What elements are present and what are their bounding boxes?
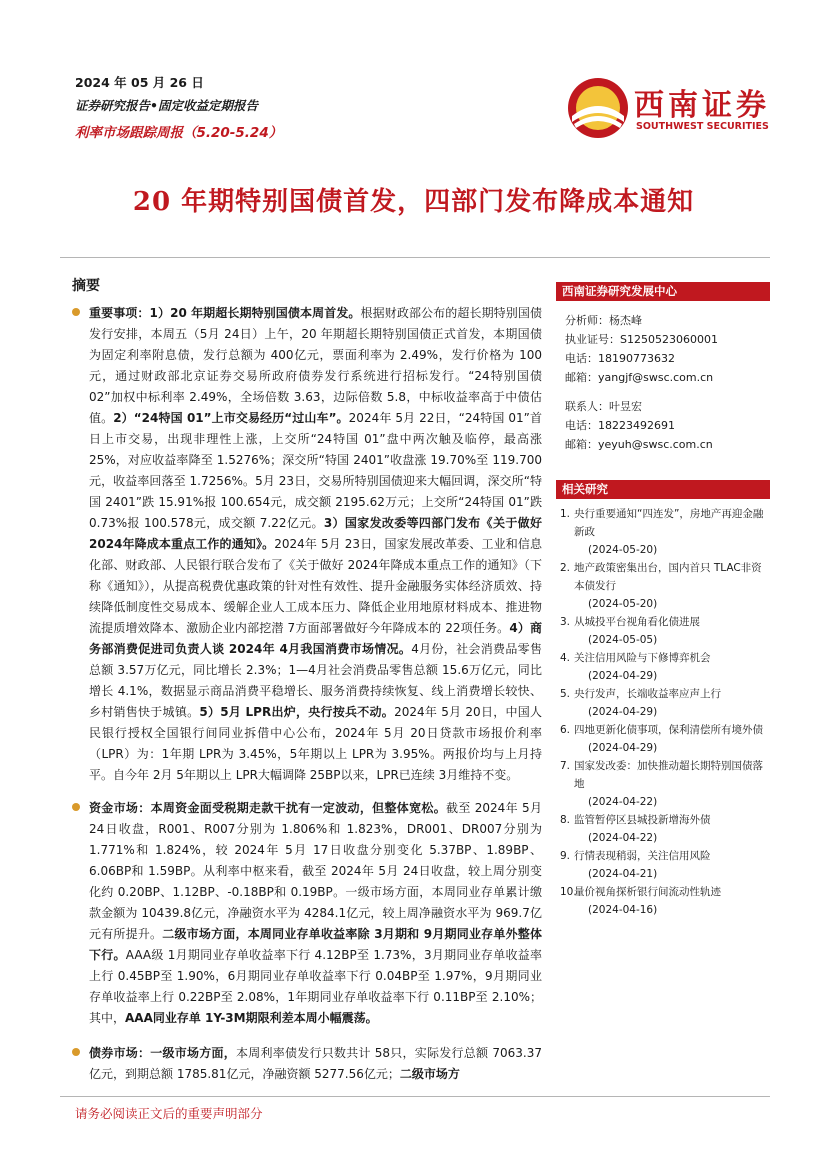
bold-run: 4）商务部消费促进司负责人谈 2024年 4月我国消费市场情况。 (89, 621, 542, 656)
related-item-title: 监管暂停区县城投新增海外债 (574, 814, 711, 826)
contact-row (565, 311, 770, 330)
contact-person-name: 叶昱宏 (609, 400, 642, 413)
section-money-market (72, 798, 542, 1029)
related-research-item[interactable] (560, 757, 770, 811)
bold-run: 重要事项： (89, 306, 150, 320)
related-item-title: 国家发改委：加快推动超长期特别国债落地 (574, 760, 763, 790)
report-series: 利率市场跟踪周报（5.20-5.24） (75, 125, 283, 141)
bold-run: AAA同业存单 1Y-3M期限利差本周小幅震荡。 (125, 1011, 378, 1025)
section-key-events (72, 303, 542, 786)
text-run: 2024年 5月 20日，中国人民银行授权全国银行间同业拆借中心公布，2024年 5月 20日贷款市场报价利率（LPR）为：1年期 LPR为 3.45%，5年期以上 LPR为 3.95%。两报价均与上月持平。自今年 2月 5年期以上 LPR大幅调降 25BP以来，LPR已连续 3月维持不变。 (89, 705, 542, 782)
text-run: 截至 2024年 5月 24日收盘，R001、R007分别为 1.806%和 1.823%，DR001、DR007分别为 1.771%和 1.824%，较 2024年 5月 17日收盘分别变化 5.37BP、1.89BP、6.06BP和 1.59BP。从利率中枢来看，截至 2024年 5月 24日收盘，较上周分别变化约 0.20BP、1.12BP、-0.18BP和 0.19BP。一级市场方面，本周同业存单累计缴款金额为 10439.8亿元，净融资水平为 4284.1亿元，较上周净融资水平为 969.7亿元有所提升。 (89, 801, 542, 941)
related-research-item[interactable] (560, 721, 770, 757)
contact-block (556, 301, 770, 454)
related-research-item[interactable] (560, 811, 770, 847)
related-item-date: (2024-04-29) (588, 670, 658, 682)
related-item-title: 央行重要通知“四连发”，房地产再迎金融新政 (574, 508, 764, 538)
related-item-number: 1. (560, 508, 571, 520)
related-research-item[interactable] (560, 847, 770, 883)
related-item-number: 3. (560, 616, 571, 628)
contact-label: 邮箱： (565, 371, 598, 384)
analyst-phone: 18190773632 (598, 352, 675, 365)
bold-run: 债券市场： (89, 1046, 151, 1060)
contact-label: 分析师： (565, 314, 609, 327)
sidebar (556, 282, 770, 919)
related-item-date: (2024-05-05) (588, 634, 658, 646)
related-research-item[interactable] (560, 613, 770, 649)
contact-row (565, 349, 770, 368)
related-item-date: (2024-04-16) (588, 904, 658, 916)
bold-run: 资金市场： (89, 801, 151, 815)
bold-run: 二级市场方 (399, 1067, 460, 1081)
contact-row (565, 416, 770, 435)
text-run: 4月份，社会消费品零售总额 3.57万亿元，同比增长 2.3%；1—4月社会消费品零售总额 15.6万亿元，同比增长 4.1%，数据显示商品消费平稳增长、服务消费持续恢复、线上消费增长较快、乡村销售快于城镇。 (89, 642, 542, 719)
bullet-icon (72, 1048, 80, 1056)
related-item-date: (2024-04-29) (588, 706, 658, 718)
related-research-item[interactable] (560, 649, 770, 685)
contact-phone: 18223492691 (598, 419, 675, 432)
text-run: 根据财政部公布的超长期特别国债发行安排，本周五（5月 24日）上午，20 年期超长期特别国债正式首发，本期国债为固定利率附息债，发行总额为 400亿元，票面利率为 2.49%，发行价格为 100元，通过财政部北京证券交易所政府债券发行系统进行招标发行。“24特别国债 02”加权中标利率 2.49%，全场倍数 3.63，边际倍数 5.8，中标收益率高于中债估值。 (89, 306, 542, 425)
contact-email-link[interactable]: yeyuh@swsc.com.cn (598, 438, 713, 451)
related-research-item[interactable] (560, 559, 770, 613)
text-run: 2024年 5月 22日，“24特国 01”首日上市交易，出现非理性上涨，上交所“24特国 01”盘中两次触及临停，最高涨 25%，对应收益率降至 1.5276%；深交所“特国 2401”收盘涨 19.70%至 119.700元，收益率回落至 1.7256%。5月 23日，交易所特别国债迎来大幅回调，深交所“特国 2401”跌 15.91%报 100.654元，成交额 2195.62万元；上交所“24特国 01”跌 0.73%报 100.578元，成交额 7.22亿元。 (89, 411, 542, 530)
related-item-number: 7. (560, 760, 571, 772)
related-item-number: 8. (560, 814, 571, 826)
related-item-title: 地产政策密集出台，国内首只 TLAC非资本债发行 (574, 562, 762, 592)
related-item-date: (2024-04-22) (588, 796, 658, 808)
related-item-number: 6. (560, 724, 571, 736)
abstract-heading: 摘要 (72, 278, 100, 294)
section-bond-market (72, 1043, 542, 1085)
analyst-name: 杨杰峰 (609, 314, 642, 327)
related-item-title: 央行发声，长端收益率应声上行 (574, 688, 721, 700)
related-research-header: 相关研究 (556, 480, 770, 499)
contact-row (565, 435, 770, 454)
report-type: 证券研究报告•固定收益定期报告 (75, 98, 258, 113)
bold-run: 二级市场方面，本周同业存单收益率除 3月期和 9月期同业存单外整体下行。 (89, 927, 542, 962)
text-run: 本周利率债发行只数共计 58只，实际发行总额 7063.37亿元，到期总额 1785.81亿元，净融资额 5277.56亿元； (89, 1046, 542, 1081)
analyst-email-link[interactable]: yangjf@swsc.com.cn (598, 371, 714, 384)
related-item-date: (2024-04-21) (588, 868, 658, 880)
related-item-title: 关注信用风险与下修博弈机会 (574, 652, 711, 664)
bold-run: 2）“24特国 01”上市交易经历“过山车”。 (113, 411, 349, 425)
contact-gap (565, 387, 770, 397)
contact-row (565, 330, 770, 349)
related-item-number: 2. (560, 562, 571, 574)
footer-disclaimer: 请务必阅读正文后的重要声明部分 (75, 1106, 263, 1121)
related-item-title: 量价视角探析银行间流动性轨迹 (574, 886, 721, 898)
related-item-title: 行情表现稍弱，关注信用风险 (574, 850, 711, 862)
contact-label: 执业证号： (565, 333, 620, 346)
bold-run: 3）国家发改委等四部门发布《关于做好 2024年降成本重点工作的通知》。 (89, 516, 542, 551)
bold-run: 本周资金面受税期走款干扰有一定波动，但整体宽松。 (150, 801, 447, 815)
bullet-icon (72, 803, 80, 811)
bullet-icon (72, 308, 80, 316)
contact-row (565, 368, 770, 387)
bold-run: 一级市场方面， (150, 1046, 236, 1060)
related-item-number: 9. (560, 850, 571, 862)
related-research-item[interactable] (560, 685, 770, 721)
report-date: 2024 年 05 月 26 日 (75, 75, 204, 90)
contact-label: 联系人： (565, 400, 609, 413)
license-number: S1250523060001 (620, 333, 718, 346)
money-market-text (89, 798, 542, 1029)
company-logo (566, 76, 771, 140)
related-item-date: (2024-05-20) (588, 598, 658, 610)
related-item-date: (2024-04-22) (588, 832, 658, 844)
research-center-header: 西南证券研究发展中心 (556, 282, 770, 301)
related-research-item[interactable] (560, 505, 770, 559)
bond-market-text (89, 1043, 542, 1085)
key-events-text (89, 303, 542, 786)
related-item-date: (2024-05-20) (588, 544, 658, 556)
bold-run: 5）5月 LPR出炉，央行按兵不动。 (199, 705, 395, 719)
related-item-title: 从城投平台视角看化债进展 (574, 616, 700, 628)
logo-en-text: SOUTHWEST SECURITIES (636, 121, 769, 132)
related-item-number: 5. (560, 688, 571, 700)
title-divider (60, 257, 770, 258)
contact-label: 电话： (565, 419, 598, 432)
footer-divider (60, 1096, 770, 1097)
related-item-title: 四地更新化债事项，保利清偿所有境外债 (574, 724, 763, 736)
contact-row (565, 397, 770, 416)
contact-label: 邮箱： (565, 438, 598, 451)
related-item-date: (2024-04-29) (588, 742, 658, 754)
related-research-item[interactable] (560, 883, 770, 919)
page-title: 20 年期特别国债首发，四部门发布降成本通知 (132, 187, 695, 217)
logo-emblem-icon (566, 76, 630, 140)
related-research-list (556, 505, 770, 919)
bold-run: 1）20 年期超长期特别国债本周首发。 (149, 306, 361, 320)
logo-cn-text: 西南证券 (634, 88, 770, 123)
text-run: AAA级 1月期同业存单收益率下行 4.12BP至 1.73%，3月期同业存单收益率上行 0.45BP至 1.90%，6月期同业存单收益率下行 0.04BP至 1.97%，9月期同业存单收益率上行 0.22BP至 2.08%，1年期同业存单收益率下行 0.11BP至 2.10%；其中， (89, 948, 542, 1025)
related-item-number: 10. (560, 886, 577, 898)
related-item-number: 4. (560, 652, 571, 664)
contact-label: 电话： (565, 352, 598, 365)
text-run: 2024年 5月 23日，国家发展改革委、工业和信息化部、财政部、人民银行联合发布了《关于做好 2024年降成本重点工作的通知》（下称《通知》），从提高税费优惠政策的针对性有效性、提升金融服务实体经济质效、持续降低制度性交易成本、缓解企业人工成本压力、降低企业用地原材料成本、推进物流提质增效降本、激励企业内部挖潜 7方面部署做好今年降成本的 22项任务。 (89, 537, 543, 635)
